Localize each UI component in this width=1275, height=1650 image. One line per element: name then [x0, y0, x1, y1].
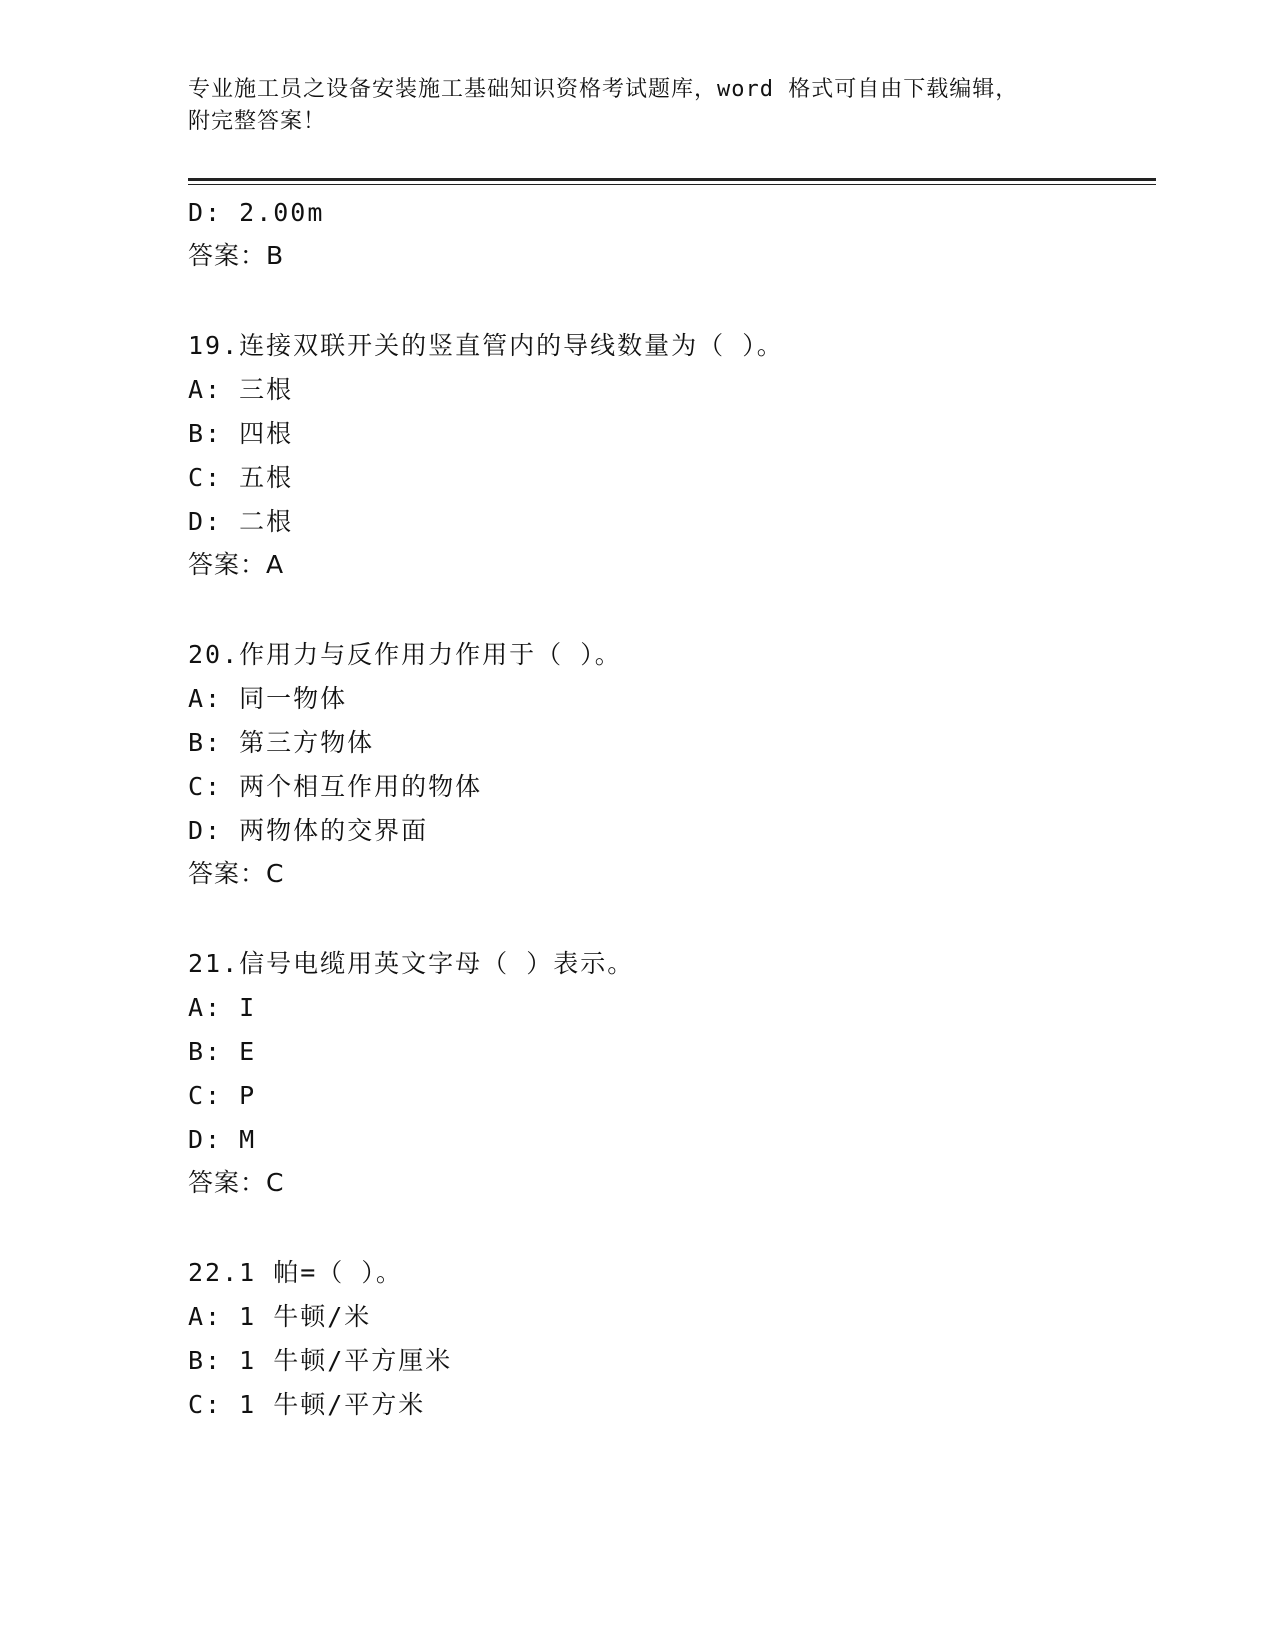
header-divider-thin	[188, 184, 1156, 185]
option-line: B: E	[188, 1037, 257, 1066]
question-line: 21.信号电缆用英文字母（ ）表示。	[188, 949, 635, 978]
option-line: B: 第三方物体	[188, 728, 375, 757]
option-line: D: 二根	[188, 507, 294, 536]
option-line: D: 两物体的交界面	[188, 816, 429, 845]
question-line: 20.作用力与反作用力作用于（ ）。	[188, 640, 622, 669]
option-line: B: 1 牛顿/平方厘米	[188, 1346, 453, 1375]
option-line: B: 四根	[188, 419, 294, 448]
option-line: C: P	[188, 1081, 257, 1110]
option-line: C: 五根	[188, 463, 294, 492]
document-header	[188, 74, 1088, 138]
header-line-1: 专业施工员之设备安装施工基础知识资格考试题库，word 格式可自由下载编辑，	[188, 77, 1019, 102]
answer-line: 答案：B	[188, 241, 285, 270]
question-line: 22.1 帕=（ ）。	[188, 1258, 403, 1287]
option-line: A: I	[188, 993, 257, 1022]
answer-line: 答案：C	[188, 1168, 285, 1197]
option-line: A: 三根	[188, 375, 294, 404]
option-line: A: 同一物体	[188, 684, 348, 713]
option-line: D: 2.00m	[188, 198, 325, 227]
option-line: D: M	[188, 1125, 257, 1154]
header-divider-thick	[188, 178, 1156, 181]
answer-line: 答案：C	[188, 859, 285, 888]
option-line: C: 两个相互作用的物体	[188, 772, 483, 801]
answer-line: 答案：A	[188, 550, 285, 579]
option-line: C: 1 牛顿/平方米	[188, 1390, 426, 1419]
option-line: A: 1 牛顿/米	[188, 1302, 372, 1331]
question-line: 19.连接双联开关的竖直管内的导线数量为（ ）。	[188, 331, 784, 360]
header-line-2: 附完整答案！	[188, 109, 327, 134]
